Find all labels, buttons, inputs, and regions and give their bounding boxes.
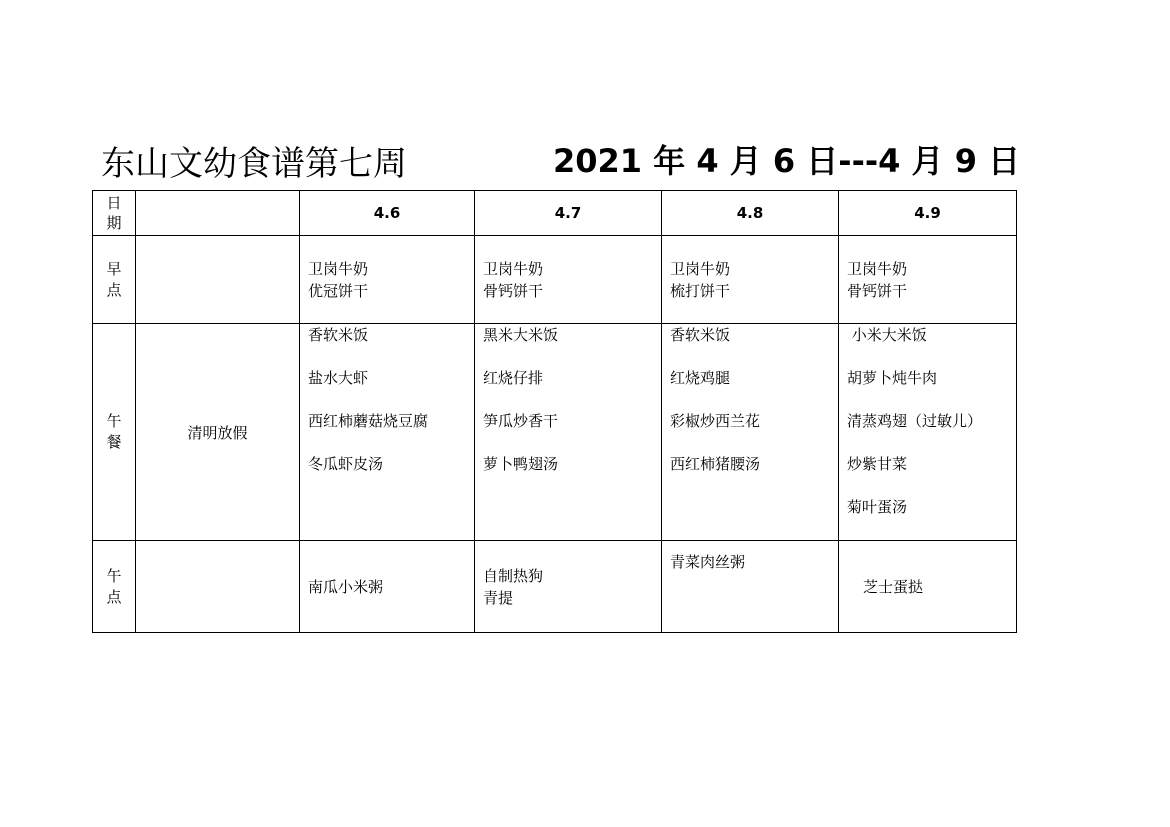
menu-item: 骨钙饼干 (483, 281, 544, 300)
lunch-label-cell (93, 324, 136, 541)
menu-table (92, 190, 1017, 633)
menu-item: 卫岗牛奶 (483, 259, 544, 278)
breakfast-cell-4-7 (475, 236, 662, 324)
date-label-cell (93, 191, 136, 236)
afternoon-blank-cell (136, 541, 300, 633)
menu-item: 自制热狗 (483, 566, 544, 585)
menu-item: 清蒸鸡翅（过敏儿） (847, 412, 983, 430)
afternoon-label-cell (93, 541, 136, 633)
menu-item: 骨钙饼干 (847, 281, 908, 300)
afternoon-cell-4-8 (662, 541, 839, 633)
menu-item: 盐水大虾 (308, 369, 369, 387)
menu-item: 优冠饼干 (308, 281, 369, 300)
menu-item: 彩椒炒西兰花 (670, 412, 761, 430)
date-4-7: 4.7 (475, 191, 662, 236)
lunch-cell-4-9 (839, 324, 1017, 541)
breakfast-label: 早点 (106, 259, 122, 299)
table-row-afternoon (93, 541, 1017, 633)
menu-item: 卫岗牛奶 (670, 259, 731, 278)
afternoon-cell-4-9 (839, 541, 1017, 633)
menu-item: 梳打饼干 (670, 281, 731, 300)
menu-item: 青提 (483, 588, 514, 607)
header-blank-cell (136, 191, 300, 236)
menu-item: 菊叶蛋汤 (847, 498, 908, 516)
lunch-cell-4-7 (475, 324, 662, 541)
menu-item: 冬瓜虾皮汤 (308, 455, 384, 473)
holiday-cell (136, 324, 300, 541)
menu-item: 西红柿蘑菇烧豆腐 (308, 412, 429, 430)
breakfast-blank-cell (136, 236, 300, 324)
lunch-label: 午餐 (106, 412, 122, 451)
date-label: 日期 (106, 193, 122, 232)
menu-item: 红烧仔排 (483, 369, 544, 387)
lunch-cell-4-8 (662, 324, 839, 541)
date-4-6: 4.6 (300, 191, 475, 236)
breakfast-cell-4-6 (300, 236, 475, 324)
menu-item: 胡萝卜炖牛肉 (847, 369, 938, 387)
menu-item: 芝士蛋挞 (863, 577, 924, 596)
date-4-8: 4.8 (662, 191, 839, 236)
menu-item: 萝卜鸭翅汤 (483, 455, 559, 473)
menu-item: 南瓜小米粥 (308, 577, 384, 596)
menu-item: 香软米饭 (308, 326, 369, 344)
breakfast-cell-4-8 (662, 236, 839, 324)
menu-item: 卫岗牛奶 (847, 259, 908, 278)
date-range: 2021 年 4 月 6 日---4 月 9 日 (553, 142, 1021, 180)
menu-item: 炒紫甘菜 (847, 455, 908, 473)
menu-item: 小米大米饭 (847, 326, 927, 344)
table-row-breakfast (93, 236, 1017, 324)
menu-item: 香软米饭 (670, 326, 731, 344)
breakfast-cell-4-9 (839, 236, 1017, 324)
afternoon-label: 午点 (106, 566, 122, 606)
menu-item: 黑米大米饭 (483, 326, 559, 344)
holiday-note: 清明放假 (187, 423, 248, 442)
afternoon-cell-4-6 (300, 541, 475, 633)
menu-item: 红烧鸡腿 (670, 369, 731, 387)
menu-item: 西红柿猪腰汤 (670, 455, 761, 473)
breakfast-label-cell (93, 236, 136, 324)
menu-item: 笋瓜炒香干 (483, 412, 559, 430)
table-row-header (93, 191, 1017, 236)
date-4-9: 4.9 (839, 191, 1017, 236)
menu-title: 东山文幼食谱第七周 (101, 144, 407, 184)
menu-item: 卫岗牛奶 (308, 259, 369, 278)
afternoon-cell-4-7 (475, 541, 662, 633)
menu-item: 青菜肉丝粥 (670, 553, 746, 571)
table-row-lunch (93, 324, 1017, 541)
lunch-cell-4-6 (300, 324, 475, 541)
